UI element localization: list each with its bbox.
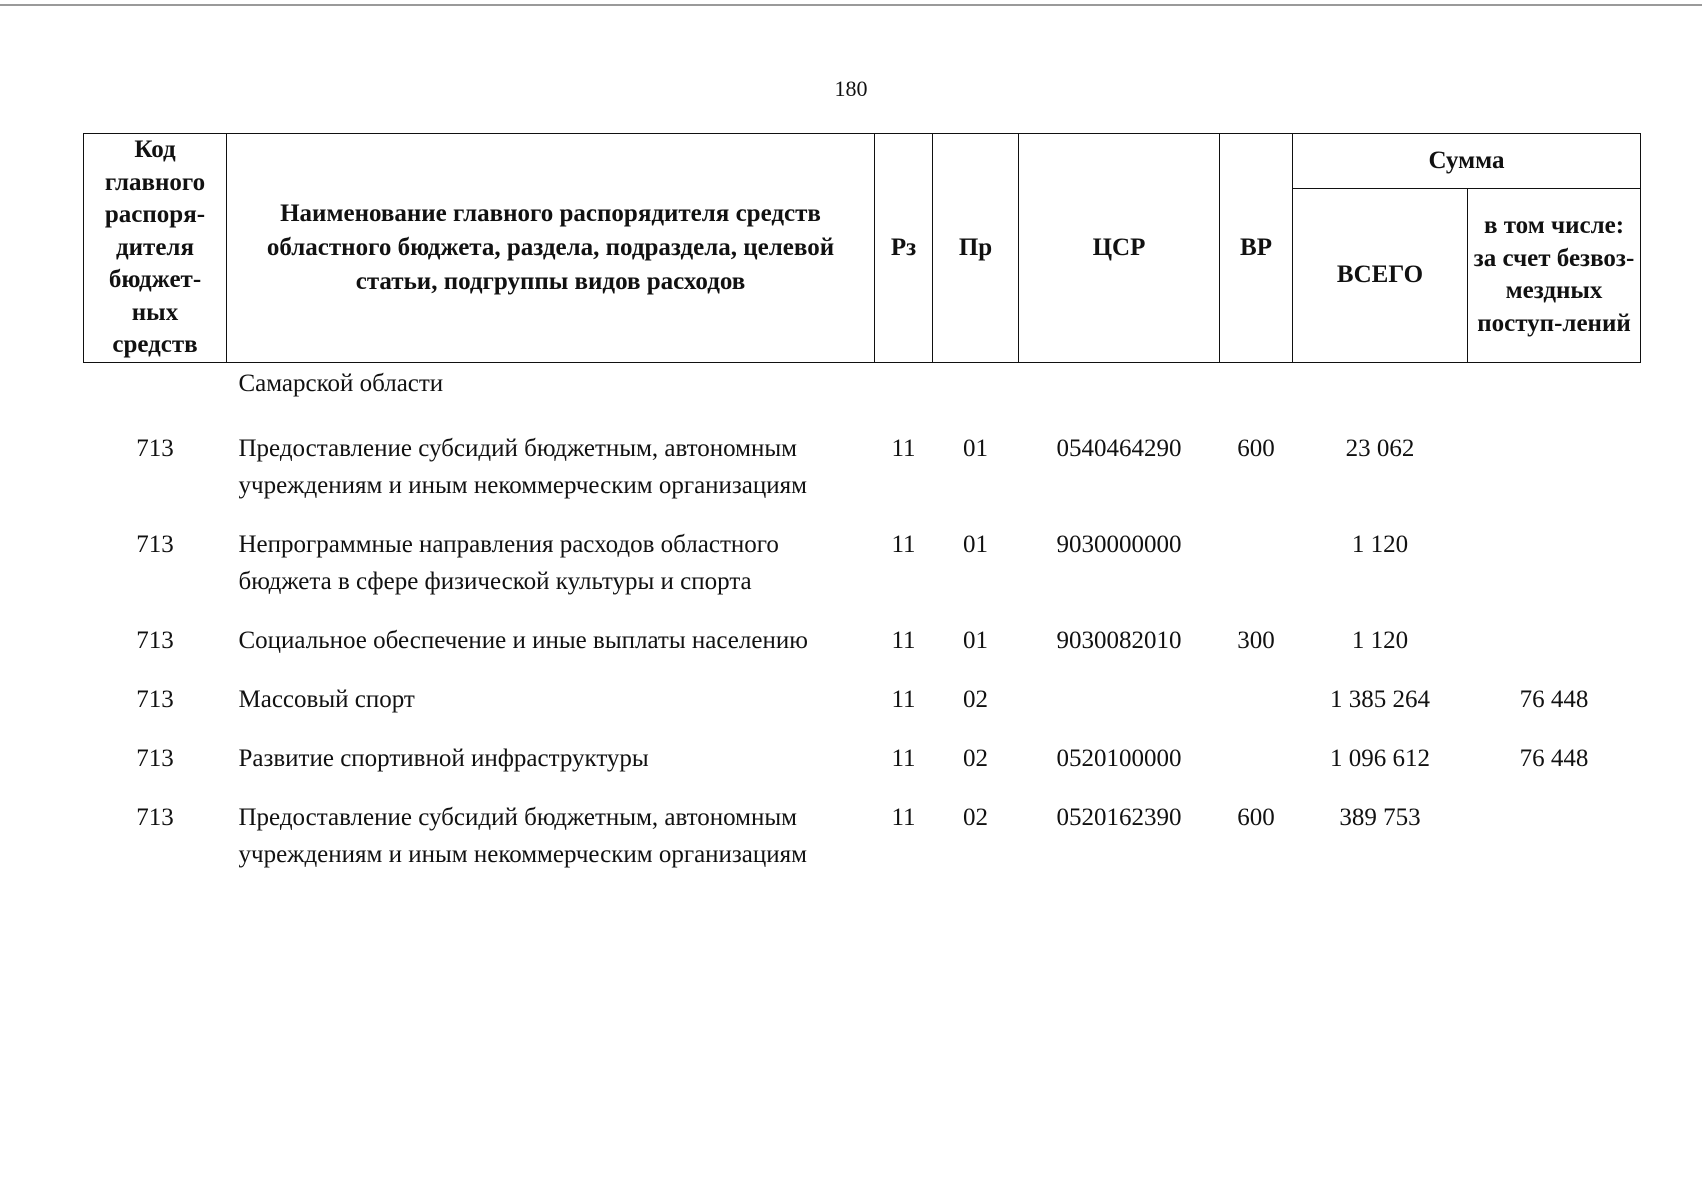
table-body bbox=[84, 362, 1641, 883]
header-rz: Рз bbox=[875, 134, 933, 363]
header-sum: Сумма bbox=[1293, 134, 1641, 189]
cell-gratuitous: 76 448 bbox=[1519, 744, 1589, 772]
cell-name: Массовый спорт bbox=[238, 685, 415, 713]
cell-gratuitous: 76 448 bbox=[1519, 685, 1589, 713]
cell-total: 389 753 bbox=[1339, 803, 1421, 831]
cell-csr: 0520162390 bbox=[1056, 803, 1182, 831]
cell-code: 713 bbox=[136, 434, 174, 462]
top-edge-rule bbox=[0, 4, 1702, 6]
header-name: Наименование главного распорядителя средств областного бюджета, раздела, подраздела, целевой статьи, подгруппы видов расходов bbox=[227, 134, 875, 363]
continuation-row bbox=[84, 362, 1641, 418]
cell-code: 713 bbox=[136, 685, 174, 713]
cell-csr: 9030082010 bbox=[1056, 626, 1182, 654]
cell-pr: 01 bbox=[963, 626, 988, 654]
cell-vr bbox=[1220, 728, 1293, 787]
cell-total: 1 120 bbox=[1351, 530, 1409, 558]
table-row bbox=[84, 514, 1641, 610]
cell-name: Предоставление субсидий бюджетным, автономным учреждениям и иным некоммерческим организациям bbox=[238, 434, 807, 499]
cell-rz: 11 bbox=[891, 744, 916, 772]
cell-gratuitous bbox=[1468, 514, 1641, 610]
cell-csr: 0520100000 bbox=[1056, 744, 1182, 772]
cell-code: 713 bbox=[136, 803, 174, 831]
cell-code: 713 bbox=[136, 744, 174, 772]
cell-vr: 300 bbox=[1237, 626, 1275, 654]
cell-gratuitous bbox=[1468, 787, 1641, 883]
table-row bbox=[84, 610, 1641, 669]
header-gratuitous: в том числе: за счет безвоз-мездных поступ-лений bbox=[1468, 189, 1641, 363]
cell-gratuitous bbox=[1468, 418, 1641, 514]
cell-pr: 02 bbox=[963, 685, 988, 713]
cell-pr: 02 bbox=[963, 803, 988, 831]
cell-name: Развитие спортивной инфраструктуры bbox=[238, 744, 649, 772]
cell-name: Социальное обеспечение и иные выплаты населению bbox=[238, 626, 808, 654]
cell-vr: 600 bbox=[1237, 434, 1275, 462]
continuation-text: Самарской области bbox=[238, 369, 444, 397]
cell-name: Непрограммные направления расходов областного бюджета в сфере физической культуры и спорта bbox=[238, 530, 779, 595]
cell-total: 1 096 612 bbox=[1330, 744, 1430, 772]
page-number: 180 bbox=[834, 76, 868, 101]
table-row bbox=[84, 728, 1641, 787]
cell-code: 713 bbox=[136, 530, 174, 558]
cell-csr: 0540464290 bbox=[1056, 434, 1182, 462]
cell-pr: 01 bbox=[963, 530, 988, 558]
continuation-code-cell bbox=[84, 362, 227, 418]
header-vr: ВР bbox=[1220, 134, 1293, 363]
cell-vr bbox=[1220, 669, 1293, 728]
header-pr: Пр bbox=[933, 134, 1019, 363]
cell-total: 1 385 264 bbox=[1330, 685, 1430, 713]
header-csr: ЦСР bbox=[1019, 134, 1220, 363]
cell-code: 713 bbox=[136, 626, 174, 654]
cell-pr: 01 bbox=[963, 434, 988, 462]
cell-total: 1 120 bbox=[1351, 626, 1409, 654]
cell-rz: 11 bbox=[891, 685, 916, 713]
header-total: ВСЕГО bbox=[1293, 189, 1468, 363]
cell-vr: 600 bbox=[1237, 803, 1275, 831]
header-row-top bbox=[84, 134, 1641, 189]
cell-pr: 02 bbox=[963, 744, 988, 772]
table-row bbox=[84, 418, 1641, 514]
cell-rz: 11 bbox=[891, 434, 916, 462]
cell-rz: 11 bbox=[891, 530, 916, 558]
table-row bbox=[84, 787, 1641, 883]
cell-vr bbox=[1220, 514, 1293, 610]
cell-csr bbox=[1019, 669, 1220, 728]
table-row bbox=[84, 669, 1641, 728]
cell-rz: 11 bbox=[891, 803, 916, 831]
budget-table bbox=[83, 133, 1641, 883]
header-code: Код главного распоря-дителя бюджет-ных средств bbox=[84, 134, 227, 363]
table-header bbox=[84, 134, 1641, 363]
cell-rz: 11 bbox=[891, 626, 916, 654]
cell-name: Предоставление субсидий бюджетным, автономным учреждениям и иным некоммерческим организациям bbox=[238, 803, 807, 868]
cell-total: 23 062 bbox=[1345, 434, 1415, 462]
cell-csr: 9030000000 bbox=[1056, 530, 1182, 558]
cell-gratuitous bbox=[1468, 610, 1641, 669]
